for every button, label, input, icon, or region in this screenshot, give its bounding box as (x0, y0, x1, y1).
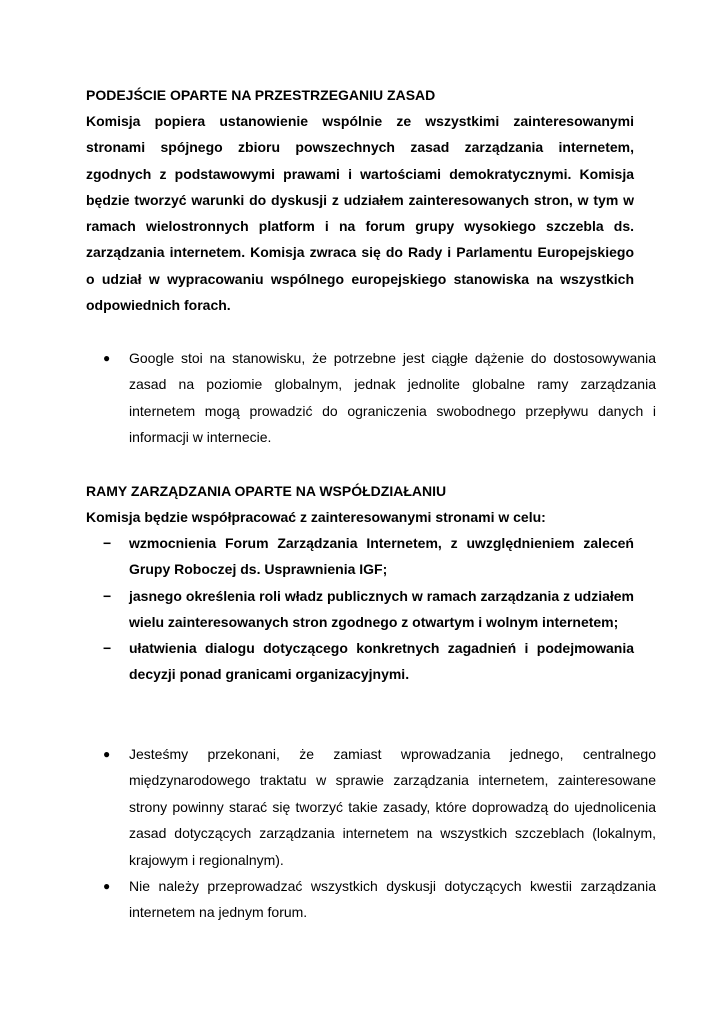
section-heading-principles: PODEJŚCIE OPARTE NA PRZESTRZEGANIU ZASAD (86, 87, 436, 103)
list-item (86, 741, 656, 873)
cooperation-dash-list (86, 530, 634, 688)
principles-paragraph: Komisja popiera ustanowienie wspólnie ze wszystkimi zainteresowanymi stronami spójnego zbioru powszechnych zasad zarządzania internetem, zgodnych z podstawowymi prawami i wartościami demokratycznymi. Komisja będzie tworzyć warunki do dyskusji z udziałem zainteresowanych stron, w tym w ramach wielostronnych platform i na forum grupy wysokiego szczebla ds. zarządzania internetem. Komisja zwraca się do Rady i Parlamentu Europejskiego o udział w wypracowaniu wspólnego europejskiego stanowiska na wszystkich odpowiednich forach. (86, 113, 634, 314)
dash-icon: − (103, 640, 112, 657)
bullet-text: Jesteśmy przekonani, że zamiast wprowadzania jednego, centralnego międzynarodowego traktatu w sprawie zarządzania internetem, zainteresowane strony powinny starać się tworzyć takie zasady, które doprowadzą do ujednolicenia zasad dotyczących zarządzania internetem na wszystkich szczeblach (lokalnym, krajowym i regionalnym). (129, 746, 656, 868)
list-item (86, 530, 634, 583)
bullet-icon: ● (103, 879, 111, 894)
dash-text: ułatwienia dialogu dotyczącego konkretnych zagadnień i podejmowania decyzji ponad granicami organizacyjnymi. (129, 640, 634, 683)
principles-bullet-list (86, 345, 656, 451)
cooperation-bullet-list (86, 741, 656, 926)
bullet-icon: ● (103, 747, 111, 761)
dash-text: jasnego określenia roli władz publicznych w ramach zarządzania z udziałem wielu zainteresowanych stron zgodnego z otwartym i wolnym internetem; (129, 587, 634, 630)
bullet-text: Google stoi na stanowisku, że potrzebne jest ciągłe dążenie do dostosowywania zasad na poziomie globalnym, jednak jednolite globalne ramy zarządzania internetem mogą prowadzić do ograniczenia swobodnego przepływu danych i informacji w internecie. (129, 350, 656, 446)
bullet-icon: ● (103, 351, 111, 365)
cooperation-intro: Komisja będzie współpracować z zainteresowanymi stronami w celu: (86, 509, 546, 525)
section-heading-cooperation: RAMY ZARZĄDZANIA OPARTE NA WSPÓŁDZIAŁANIU (86, 483, 447, 499)
bullet-text: Nie należy przeprowadzać wszystkich dyskusji dotyczących kwestii zarządzania internetem na jednym forum. (129, 878, 656, 921)
list-item (86, 583, 634, 636)
dash-icon: − (103, 587, 112, 604)
dash-text: wzmocnienia Forum Zarządzania Internetem, z uwzględnieniem zaleceń Grupy Roboczej ds. Usprawnienia IGF; (129, 535, 634, 578)
list-item (86, 635, 634, 688)
dash-icon: − (103, 535, 112, 551)
list-item (86, 873, 656, 926)
list-item (86, 345, 656, 451)
